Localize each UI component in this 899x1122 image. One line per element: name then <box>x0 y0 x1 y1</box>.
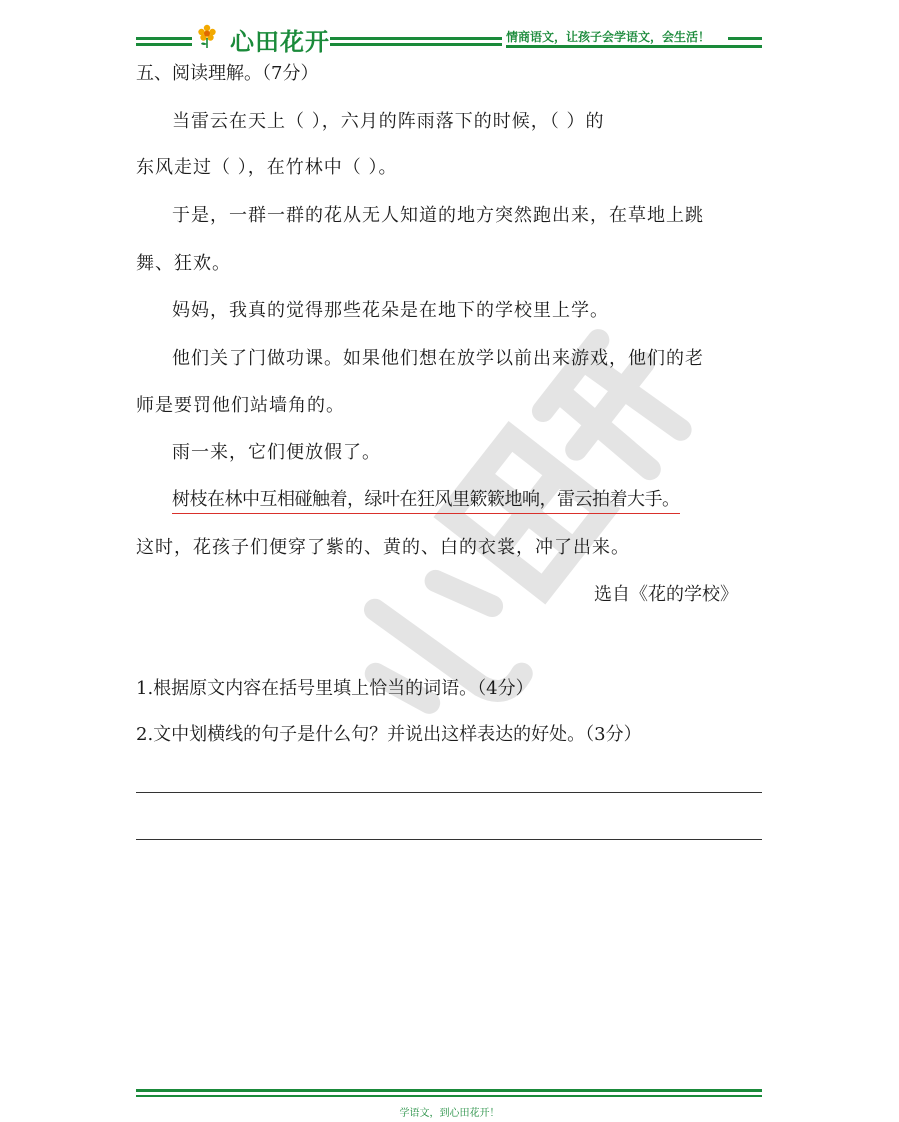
answer-line-2[interactable] <box>136 839 762 840</box>
section-title: 五、阅读理解。（7分） <box>136 63 319 84</box>
passage-line-4: 舞、狂欢。 <box>136 253 231 274</box>
footer-line-top <box>136 1089 762 1092</box>
footer-line-bottom <box>136 1095 762 1097</box>
header-line-left-bottom <box>136 43 192 46</box>
passage-line-5: 妈妈，我真的觉得那些花朵是在地下的学校里上学。 <box>172 300 609 321</box>
question-2: 2.文中划横线的句子是什么句？并说出这样表达的好处。（3分） <box>136 724 642 745</box>
header-slogan: 情商语文，让孩子会学语文，会生活！ <box>506 30 711 44</box>
header-line-left-top <box>136 37 192 40</box>
passage-line-1: 当雷云在天上（ ），六月的阵雨落下的时候，（ ）的 <box>172 111 605 132</box>
passage-line-2: 东风走过（ ），在竹林中（ ）。 <box>136 157 398 178</box>
header-line-right-bottom <box>506 45 762 48</box>
header-line-right-top <box>728 37 762 40</box>
underlined-sentence: 树枝在林中互相碰触着，绿叶在狂风里簌簌地响，雷云拍着大手。 <box>172 489 680 514</box>
header-line-middle-bottom <box>330 43 502 46</box>
passage-line-7: 师是要罚他们站墙角的。 <box>136 395 345 416</box>
passage-source: 选自《花的学校》 <box>594 584 738 605</box>
flower-logo-icon <box>196 23 218 49</box>
answer-line-1[interactable] <box>136 792 762 793</box>
passage-line-8: 雨一来，它们便放假了。 <box>172 442 381 463</box>
header-line-middle-top <box>330 37 502 40</box>
brand-logo-text: 心田花开 <box>230 28 330 56</box>
footer-text: 学语文，到心田花开！ <box>399 1108 500 1119</box>
question-1: 1.根据原文内容在括号里填上恰当的词语。（4分） <box>136 678 534 699</box>
passage-line-3: 于是，一群一群的花从无人知道的地方突然跑出来，在草地上跳 <box>172 205 704 226</box>
passage-line-6: 他们关了门做功课。如果他们想在放学以前出来游戏，他们的老 <box>172 348 704 369</box>
passage-line-10: 这时，花孩子们便穿了紫的、黄的、白的衣裳，冲了出来。 <box>136 537 630 558</box>
